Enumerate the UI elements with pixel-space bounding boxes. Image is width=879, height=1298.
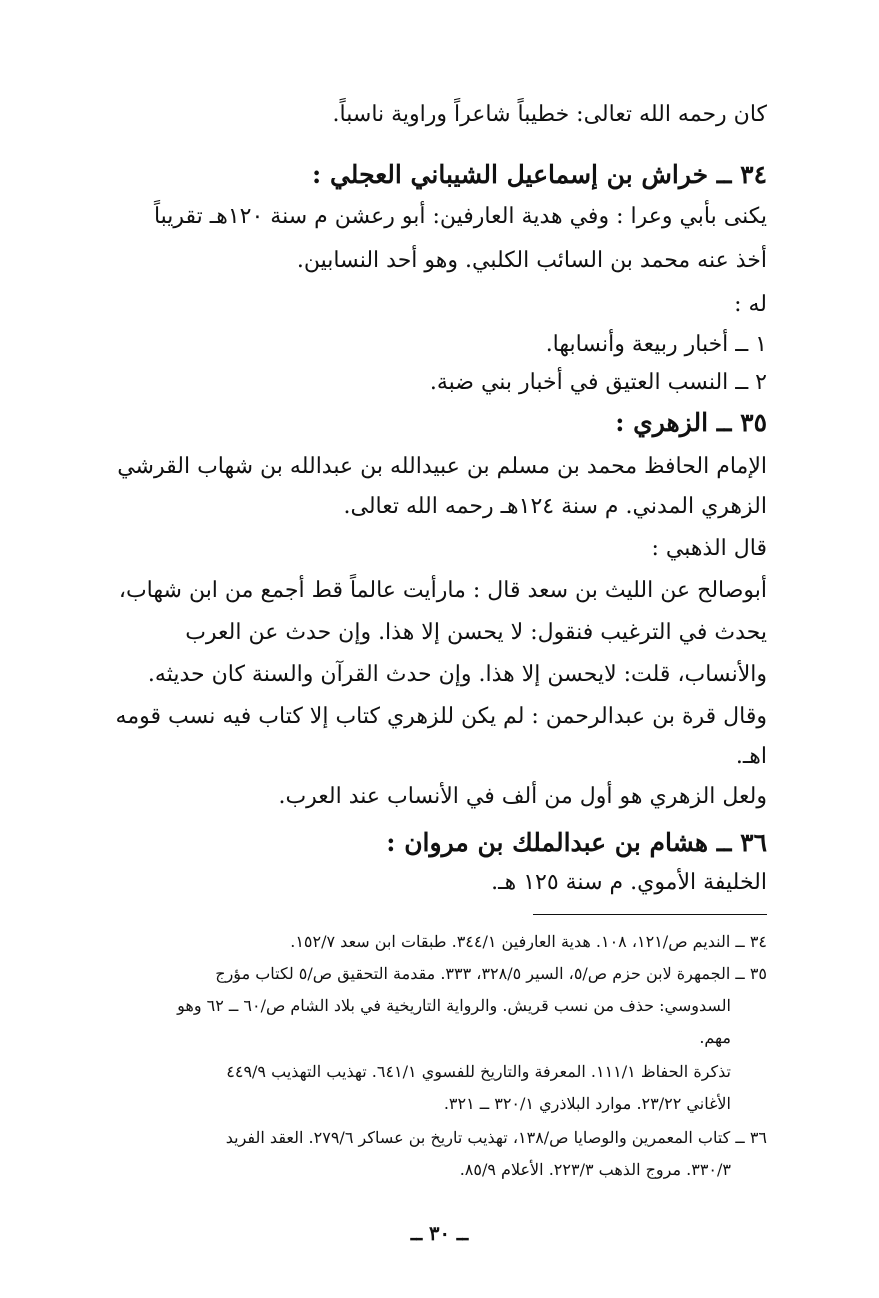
footnote-35-line: تذكرة الحفاظ ١١١/١. المعرفة والتاريخ للفسوي ٦٤١/١. تهذيب التهذيب ٤٤٩/٩	[226, 1062, 731, 1081]
entry-35-quote-label: قال الذهبي :	[651, 536, 767, 561]
intro-line: كان رحمه الله تعالى: خطيباً شاعراً وراوية ناسباً.	[332, 102, 767, 127]
entry-34-work-item: ٢ ــ النسب العتيق في أخبار بني ضبة.	[429, 370, 767, 395]
page-number: ــ ٣٠ ــ	[410, 1222, 469, 1245]
footnote-35-line: السدوسي: حذف من نسب قريش. والرواية التاريخية في بلاد الشام ص/٦٠ ــ ٦٢ وهو	[177, 996, 731, 1015]
entry-34-text-line: أخذ عنه محمد بن السائب الكلبي. وهو أحد النسابين.	[296, 248, 767, 273]
entry-36-text-line: الخليفة الأموي. م سنة ١٢٥ هـ.	[491, 870, 767, 895]
footnote-35-line: ٣٥ ــ الجمهرة لابن حزم ص/٥، السير ٣٢٨/٥، ٣٣٣. مقدمة التحقيق ص/٥ لكتاب مؤرج	[215, 964, 767, 983]
entry-35-quote-end: اهـ.	[735, 744, 767, 769]
footnote-36-line: ٣٣٠/٣. مروج الذهب ٢٢٣/٣. الأعلام ٨٥/٩.	[459, 1160, 731, 1179]
entry-34-text-line: يكنى بأبي وعرا : وفي هدية العارفين: أبو رعشن م سنة ١٢٠هـ تقريباً	[153, 204, 767, 229]
entry-35-quote-line: يحدث في الترغيب فنقول: لا يحسن إلا هذا. وإن حدث عن العرب	[185, 620, 767, 645]
entry-35-quote-line: أبوصالح عن الليث بن سعد قال : مارأيت عالماً قط أجمع من ابن شهاب،	[118, 578, 767, 603]
entry-34-work-item: ١ ــ أخبار ربيعة وأنسابها.	[545, 332, 767, 357]
entry-35-quote-line: وقال قرة بن عبدالرحمن : لم يكن للزهري كتاب إلا كتاب فيه نسب قومه	[115, 704, 767, 729]
entry-35-quote-line: والأنساب، قلت: لايحسن إلا هذا. وإن حدث القرآن والسنة كان حديثه.	[147, 662, 767, 687]
footnote-separator	[533, 914, 767, 915]
entry-35-text-line: الإمام الحافظ محمد بن مسلم بن عبيدالله بن عبدالله بن شهاب القرشي	[117, 454, 767, 479]
entry-35-heading: ٣٥ ــ الزهري :	[615, 408, 767, 437]
footnote-35-line: مهم.	[699, 1028, 731, 1047]
entry-35-text-line: ولعل الزهري هو أول من ألف في الأنساب عند العرب.	[278, 784, 767, 809]
footnote-34: ٣٤ ــ النديم ص/١٢١، ١٠٨. هدية العارفين ٣٤٤/١. طبقات ابن سعد ١٥٢/٧.	[290, 932, 767, 951]
entry-34-heading: ٣٤ ــ خراش بن إسماعيل الشيباني العجلي :	[312, 160, 767, 189]
footnote-35-line: الأغاني ٢٣/٢٢. موارد البلاذري ٣٢٠/١ ــ ٣٢١.	[443, 1094, 731, 1113]
footnote-36-line: ٣٦ ــ كتاب المعمرين والوصايا ص/١٣٨، تهذيب تاريخ بن عساكر ٢٧٩/٦. العقد الفريد	[225, 1128, 767, 1147]
entry-34-works-label: له :	[734, 292, 767, 317]
entry-36-heading: ٣٦ ــ هشام بن عبدالملك بن مروان :	[386, 828, 767, 857]
entry-35-text-line: الزهري المدني. م سنة ١٢٤هـ رحمه الله تعالى.	[343, 494, 767, 519]
